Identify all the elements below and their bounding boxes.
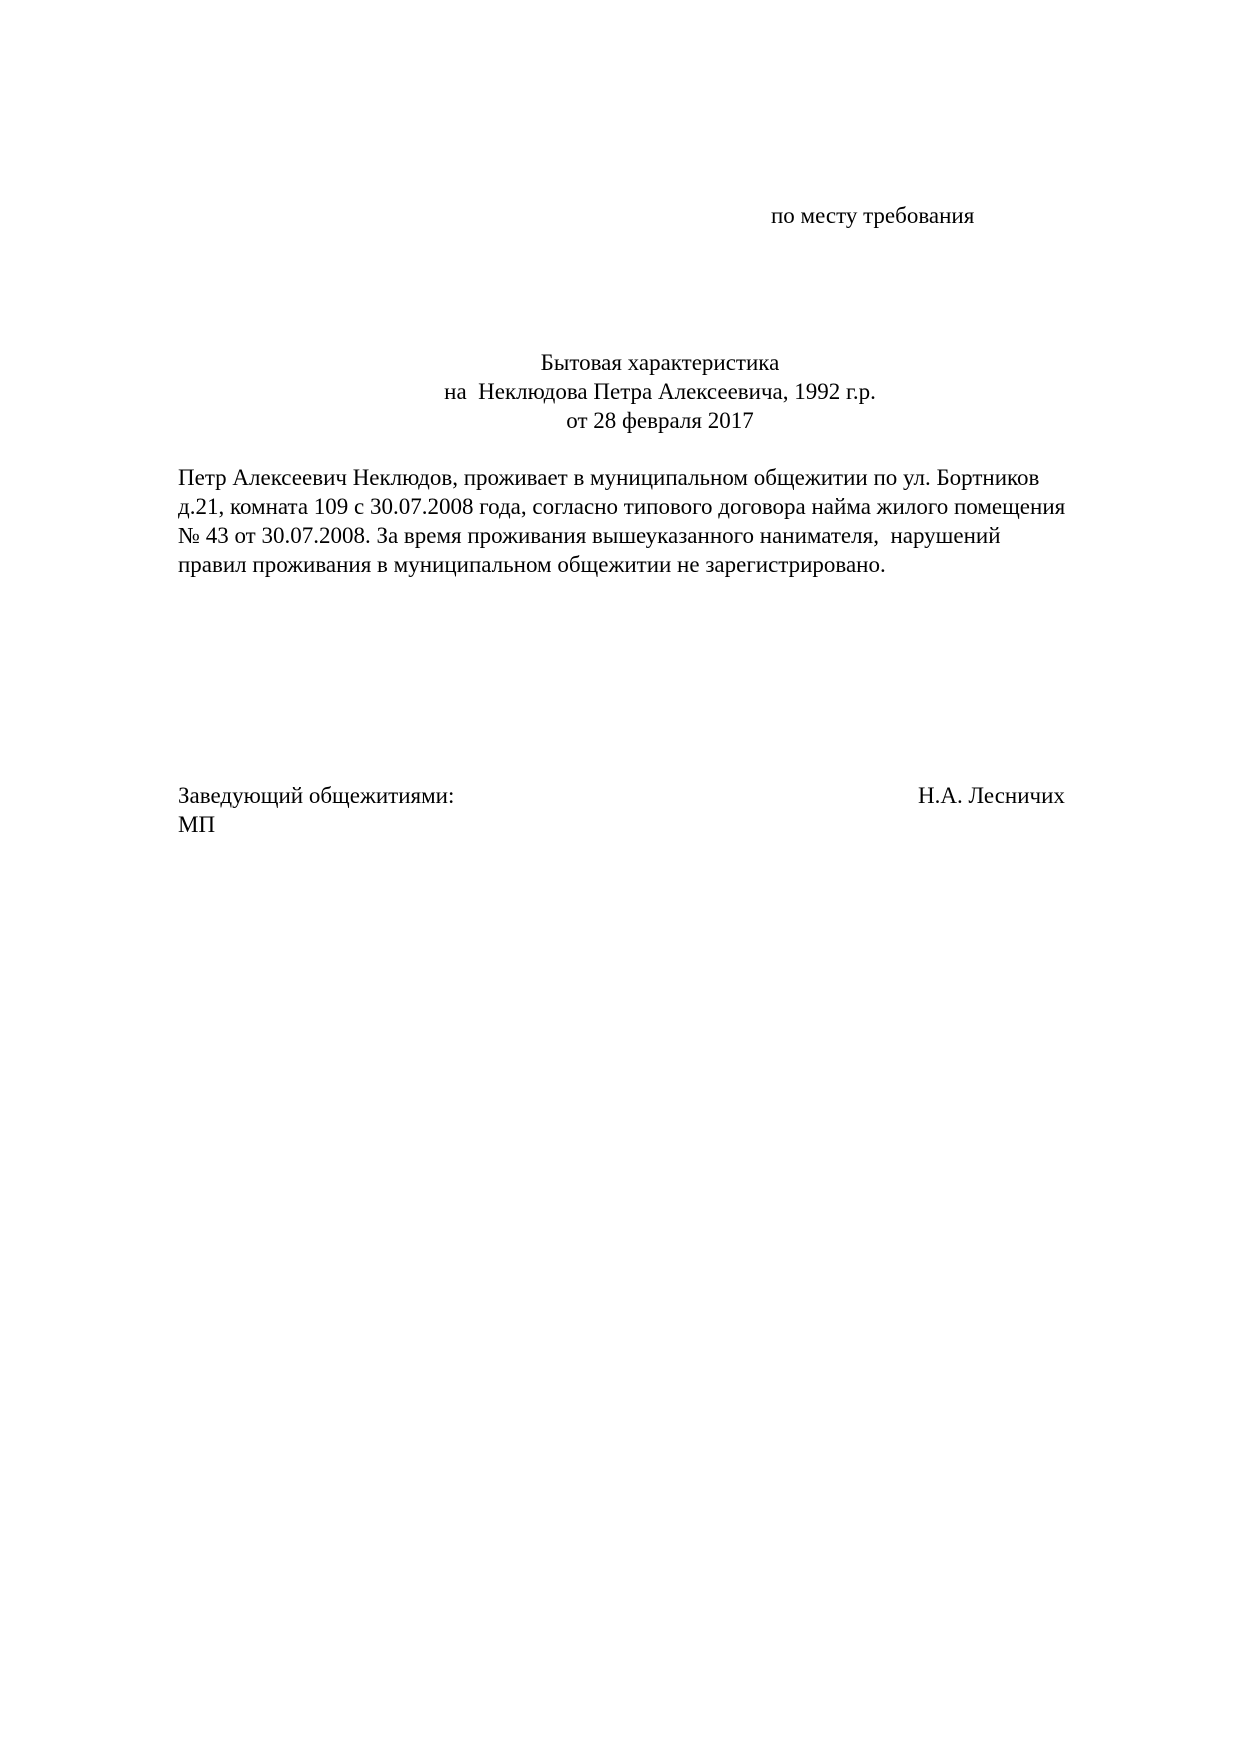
body-line: Петр Алексеевич Неклюдов, проживает в муниципальном общежитии по ул. Бортников — [178, 465, 1040, 490]
stamp-place-label: МП — [178, 812, 216, 837]
document-body — [178, 463, 1065, 579]
document-date: от 28 февраля 2017 — [566, 408, 754, 433]
signatory-name: Н.А. Лесничих — [918, 783, 1065, 808]
addressee-line: по месту требования — [771, 203, 975, 228]
body-line: правил проживания в муниципальном общежитии не зарегистрировано. — [178, 552, 886, 577]
signatory-role: Заведующий общежитиями: — [178, 783, 455, 808]
body-line: д.21, комната 109 с 30.07.2008 года, согласно типового договора найма жилого помещения — [178, 494, 1066, 519]
document-subject: на Неклюдова Петра Алексеевича, 1992 г.р. — [444, 379, 876, 404]
body-line: № 43 от 30.07.2008. За время проживания вышеуказанного нанимателя, нарушений — [178, 523, 1001, 548]
document-title: Бытовая характеристика — [540, 350, 780, 375]
document-title-block — [180, 348, 1140, 435]
